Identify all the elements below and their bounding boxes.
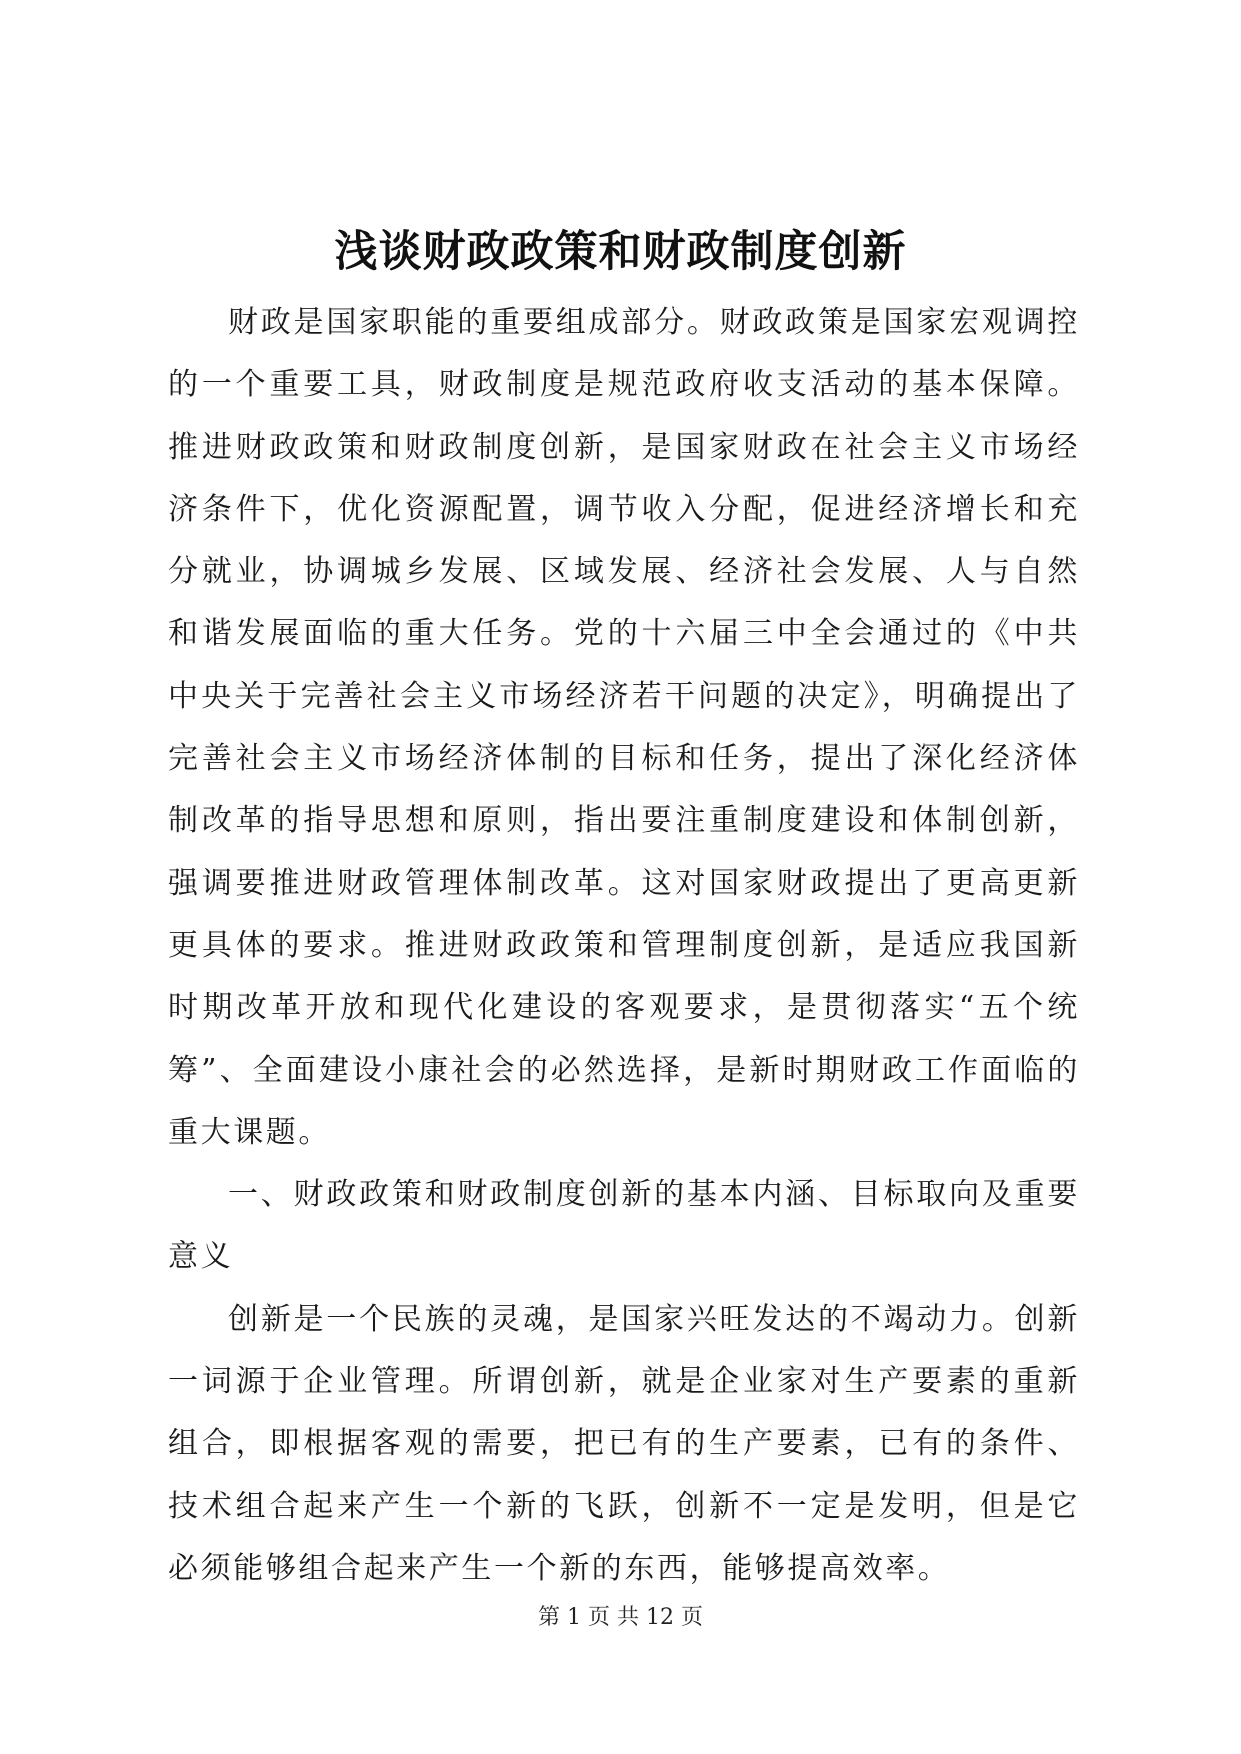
page-number-footer: 第 1 页 共 12 页	[538, 1605, 703, 1630]
paragraph-innovation: 创新是一个民族的灵魂，是国家兴旺发达的不竭动力。创新一词源于企业管理。所谓创新，就是企业家对生产要素的重新组合，即根据客观的需要，把已有的生产要素，已有的条件、技术组合起来产生一个新的飞跃，创新不一定是发明，但是它必须能够组合起来产生一个新的东西，能够提高效率。	[168, 1301, 1080, 1586]
paragraph-intro: 财政是国家职能的重要组成部分。财政政策是国家宏观调控的一个重要工具，财政制度是规范政府收支活动的基本保障。推进财政政策和财政制度创新，是国家财政在社会主义市场经济条件下，优化资源配置，调节收入分配，促进经济增长和充分就业，协调城乡发展、区域发展、经济社会发展、人与自然和谐发展面临的重大任务。党的十六届三中全会通过的《中共中央关于完善社会主义市场经济若干问题的决定》，明确提出了完善社会主义市场经济体制的目标和任务，提出了深化经济体制改革的指导思想和原则，指出要注重制度建设和体制创新，强调要推进财政管理体制改革。这对国家财政提出了更高更新更具体的要求。推进财政政策和管理制度创新，是适应我国新时期改革开放和现代化建设的客观要求，是贯彻落实“五个统筹”、全面建设小康社会的必然选择，是新时期财政工作面临的重大课题。	[168, 305, 1080, 1150]
document-title: 浅谈财政政策和财政制度创新	[334, 227, 907, 277]
document-body	[168, 292, 1080, 1600]
section-heading-1: 一、财政政策和财政制度创新的基本内涵、目标取向及重要意义	[168, 1177, 1080, 1275]
